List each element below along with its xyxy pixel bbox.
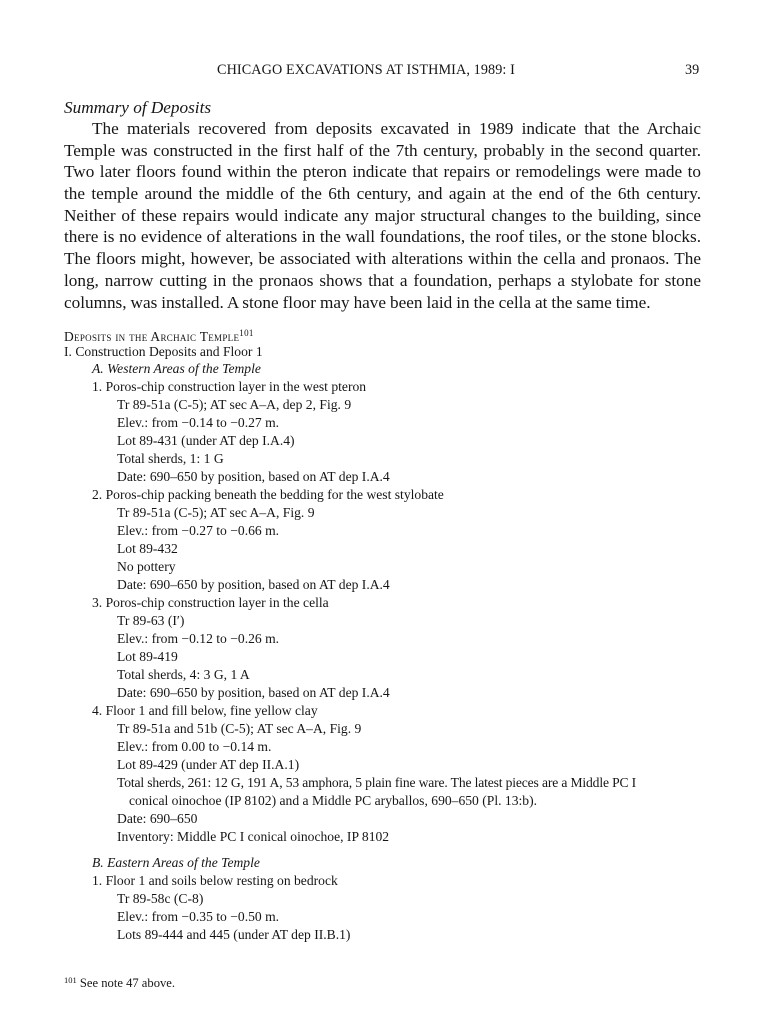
subsection-heading: B. Eastern Areas of the Temple bbox=[92, 855, 260, 870]
deposit-inventory: Inventory: Middle PC I conical oinochoe, IP 8102 bbox=[117, 829, 390, 844]
summary-line: there is no evidence of alterations in the wall foundations, the roof tiles, or the stone blocks. bbox=[64, 227, 701, 247]
summary-line: long, narrow cutting in the pronaos shows that a foundation, perhaps a stylobate for stone bbox=[64, 270, 701, 290]
deposit-sherds-continued: conical oinochoe (IP 8102) and a Middle PC aryballos, 690–650 (Pl. 13:b). bbox=[129, 793, 537, 808]
deposit-date: Date: 690–650 by position, based on AT dep I.A.4 bbox=[117, 577, 390, 592]
deposit-trench: Tr 89-58c (C-8) bbox=[117, 891, 204, 906]
deposit-lot: Lots 89-444 and 445 (under AT dep II.B.1) bbox=[117, 927, 351, 942]
summary-line: The materials recovered from deposits excavated in 1989 indicate that the Archaic bbox=[92, 119, 701, 138]
deposit-trench: Tr 89-51a (C-5); AT sec A–A, dep 2, Fig. 9 bbox=[117, 397, 352, 412]
deposit-elevation: Elev.: from −0.27 to −0.66 m. bbox=[117, 523, 280, 538]
footnote bbox=[64, 972, 175, 991]
summary-line: Neither of these repairs would indicate any major structural changes to the building, since bbox=[64, 205, 701, 225]
deposit-title: 1. Poros-chip construction layer in the west pteron bbox=[92, 379, 367, 394]
deposit-trench: Tr 89-63 (I′) bbox=[117, 613, 185, 628]
section-heading: I. Construction Deposits and Floor 1 bbox=[64, 344, 263, 359]
deposit-date: Date: 690–650 by position, based on AT dep I.A.4 bbox=[117, 469, 390, 484]
deposit-lot: Lot 89-429 (under AT dep II.A.1) bbox=[117, 757, 300, 772]
summary-line: Temple was constructed in the first half of the 7th century, probably in the second quarter. bbox=[64, 140, 701, 160]
running-head bbox=[0, 61, 762, 79]
summary-line: Two later floors found within the pteron indicate that repairs or remodelings were made to bbox=[64, 162, 701, 182]
deposit-date: Date: 690–650 by position, based on AT dep I.A.4 bbox=[117, 685, 390, 700]
summary-paragraph bbox=[64, 118, 701, 313]
deposit-sherds: Total sherds, 1: 1 G bbox=[117, 451, 224, 466]
deposits-heading bbox=[64, 325, 254, 345]
summary-line: the temple around the middle of the 6th century, and again at the end of the 6th century. bbox=[64, 184, 701, 204]
summary-line: columns, was installed. A stone floor may have been laid in the cella at the same time. bbox=[64, 292, 651, 312]
deposit-elevation: Elev.: from −0.12 to −0.26 m. bbox=[117, 631, 280, 646]
deposit-elevation: Elev.: from −0.35 to −0.50 m. bbox=[117, 909, 280, 924]
deposit-title: 4. Floor 1 and fill below, fine yellow clay bbox=[92, 703, 318, 718]
deposit-trench: Tr 89-51a (C-5); AT sec A–A, Fig. 9 bbox=[117, 505, 315, 520]
deposit-trench: Tr 89-51a and 51b (C-5); AT sec A–A, Fig. 9 bbox=[117, 721, 362, 736]
footnote-number: 101 bbox=[64, 975, 77, 985]
deposit-sherds: No pottery bbox=[117, 559, 176, 574]
running-head-title: CHICAGO EXCAVATIONS AT ISTHMIA, 1989: I bbox=[217, 62, 515, 78]
footnote-reference: 101 bbox=[239, 328, 254, 338]
page-number: 39 bbox=[685, 62, 700, 78]
deposit-title: 2. Poros-chip packing beneath the bedding for the west stylobate bbox=[92, 487, 444, 502]
deposit-lot: Lot 89-432 bbox=[117, 541, 178, 556]
deposit-title: 1. Floor 1 and soils below resting on bedrock bbox=[92, 873, 338, 888]
summary-line: The floors might, however, be associated with alterations within the cella and pronaos. The bbox=[64, 249, 701, 269]
deposit-elevation: Elev.: from −0.14 to −0.27 m. bbox=[117, 415, 280, 430]
deposit-sherds: Total sherds, 261: 12 G, 191 A, 53 amphora, 5 plain fine ware. The latest pieces are a Middle PC I bbox=[117, 775, 637, 790]
subsection-heading: A. Western Areas of the Temple bbox=[92, 361, 261, 376]
deposit-lot: Lot 89-419 bbox=[117, 649, 178, 664]
deposit-lot: Lot 89-431 (under AT dep I.A.4) bbox=[117, 433, 295, 448]
deposit-title: 3. Poros-chip construction layer in the cella bbox=[92, 595, 329, 610]
summary-heading: Summary of Deposits bbox=[64, 98, 212, 117]
deposit-elevation: Elev.: from 0.00 to −0.14 m. bbox=[117, 739, 272, 754]
footnote-text: See note 47 above. bbox=[79, 976, 176, 990]
deposit-date: Date: 690–650 bbox=[117, 811, 198, 826]
deposits-heading-text: Deposits in the Archaic Temple bbox=[64, 329, 240, 344]
deposit-sherds: Total sherds, 4: 3 G, 1 A bbox=[117, 667, 250, 682]
